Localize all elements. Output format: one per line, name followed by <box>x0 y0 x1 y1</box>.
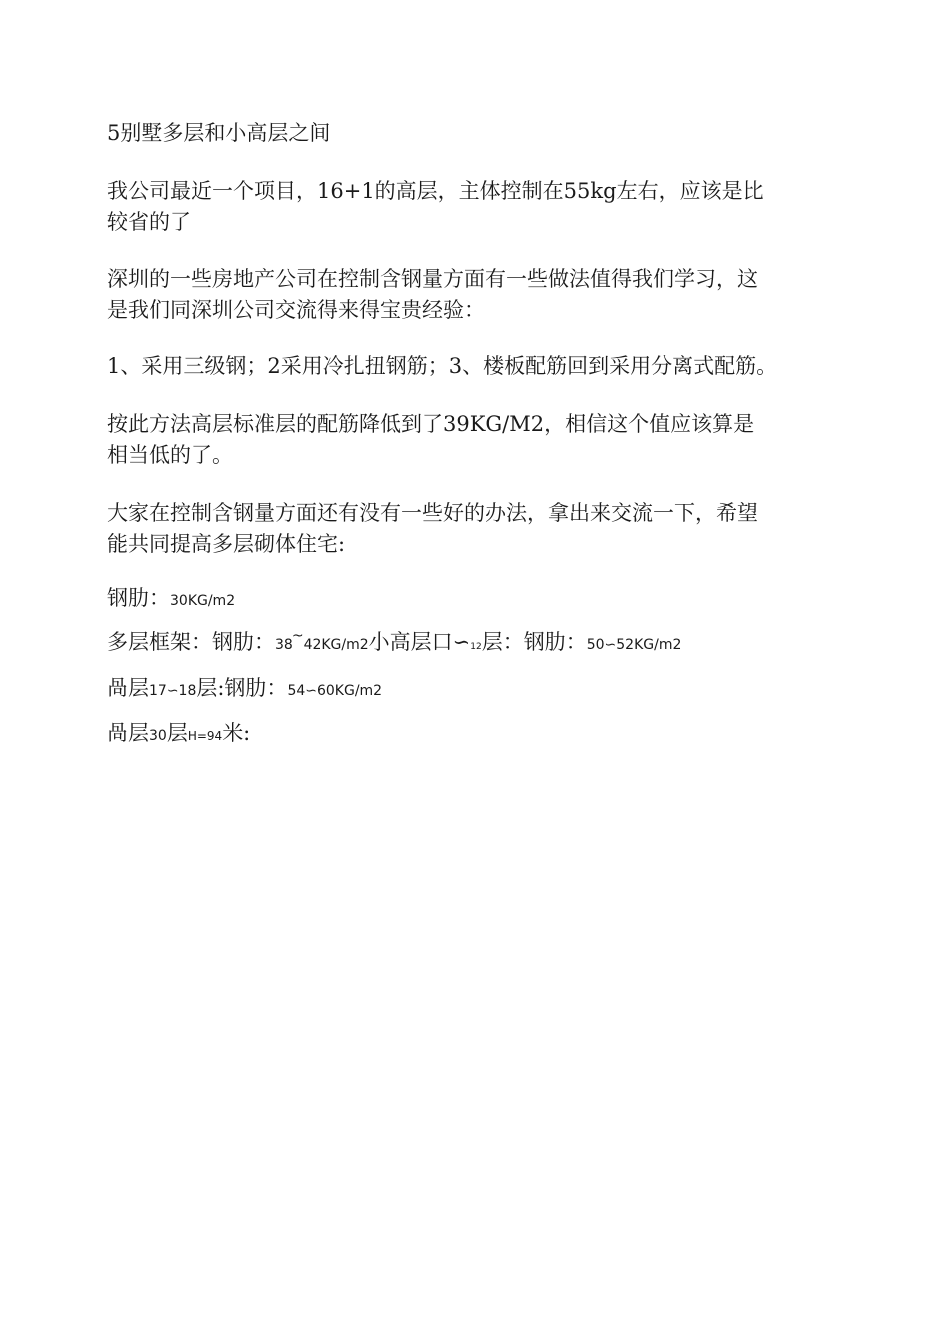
item-label: 钢肋： <box>107 586 170 610</box>
item-value: 38 <box>275 637 293 653</box>
steel-ratio-masonry <box>107 583 847 617</box>
steel-ratio-frame <box>107 627 847 663</box>
item-range: 17∽18 <box>149 683 197 699</box>
item-value: 30KG/m2 <box>170 593 236 609</box>
paragraph-line: 相当低的了。 <box>107 443 233 467</box>
item-label: 层 <box>166 721 188 745</box>
item-label: 咼层 <box>107 721 149 745</box>
steel-ratio-highrise <box>107 673 847 707</box>
document-heading <box>107 118 847 149</box>
paragraph-line: 我公司最近一个项目，16+1的高层，主体控制在55kg左右，应该是比 <box>107 179 764 203</box>
tilde-mark: ~ <box>291 628 304 644</box>
item-value: 42KG/m2 <box>303 637 369 653</box>
item-value: 54∽60KG/m2 <box>287 683 383 699</box>
item-subscript: 12 <box>470 642 482 652</box>
item-suffix: 米: <box>222 721 251 745</box>
item-label: 小高层口∽ <box>368 630 471 654</box>
paragraph-line: 较省的了 <box>107 210 191 234</box>
item-label: 多层框架：钢肋： <box>107 630 275 654</box>
paragraph-line: 按此方法高层标准层的配筋降低到了39KG/M2，相信这个值应该算是 <box>107 412 755 436</box>
paragraph-result <box>107 409 847 471</box>
paragraph-line: 是我们同深圳公司交流得来得宝贵经验： <box>107 298 485 322</box>
paragraph-project <box>107 176 847 238</box>
paragraph-discussion <box>107 498 847 560</box>
steel-ratio-30-floor <box>107 718 847 752</box>
paragraph-line: 大家在控制含钢量方面还有没有一些好的办法，拿出来交流一下，希望 <box>107 501 758 525</box>
item-label: 层:钢肋： <box>196 676 288 700</box>
heading-text: 5别墅多层和小高层之间 <box>107 121 331 145</box>
paragraph-shenzhen <box>107 264 847 326</box>
item-count: 30 <box>149 728 167 744</box>
paragraph-methods <box>107 351 847 382</box>
paragraph-line: 1、采用三级钢；2采用冷扎扭钢筋；3、楼板配筋回到采用分离式配筋。 <box>107 354 778 378</box>
item-value: 50∽52KG/m2 <box>586 637 682 653</box>
item-height: H=94 <box>187 729 223 743</box>
paragraph-line: 能共同提高多层砌体住宅: <box>107 532 346 556</box>
paragraph-line: 深圳的一些房地产公司在控制含钢量方面有一些做法值得我们学习，这 <box>107 267 758 291</box>
item-label: 层：钢肋： <box>481 630 587 654</box>
item-label: 咼层 <box>107 676 149 700</box>
